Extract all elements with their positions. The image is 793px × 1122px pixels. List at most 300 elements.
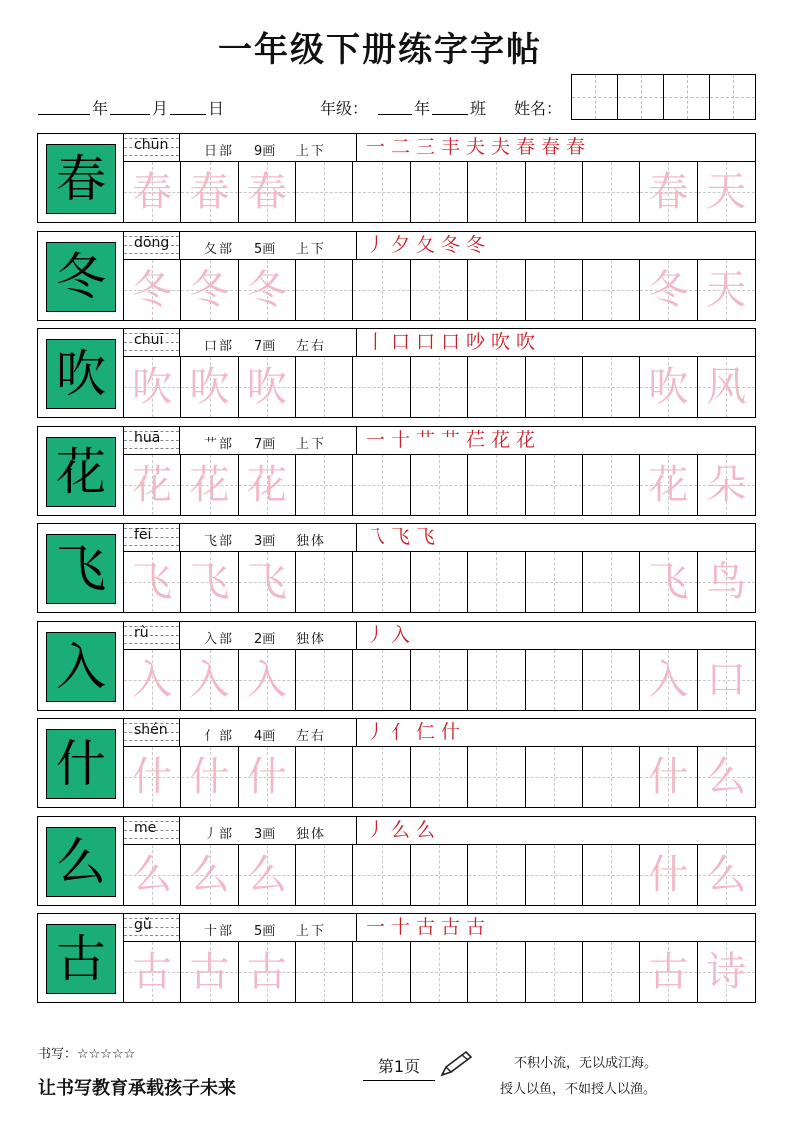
practice-cell[interactable] (526, 650, 583, 710)
pinyin: gǔ (134, 917, 152, 933)
trace-character: 朵 (706, 461, 747, 508)
practice-cell[interactable] (468, 942, 525, 1002)
practice-grid (124, 942, 755, 1002)
practice-cell[interactable] (583, 942, 640, 1002)
stroke-step: 冬 (440, 233, 460, 256)
char-info (124, 329, 356, 357)
practice-cell[interactable] (640, 552, 697, 612)
model-character: 春 (46, 144, 116, 214)
practice-cell[interactable] (698, 942, 755, 1002)
trace-character: 花 (648, 461, 689, 508)
class-label: 班 (470, 99, 487, 118)
stroke-step: 什 (440, 721, 460, 743)
trace-character: 吹 (189, 364, 230, 410)
practice-cell[interactable] (124, 650, 181, 710)
big-char-cell (38, 719, 124, 807)
trace-character: 么 (246, 851, 287, 898)
trace-character: 飞 (132, 559, 173, 605)
practice-cell[interactable] (468, 552, 525, 612)
practice-cell[interactable] (411, 260, 468, 320)
radical: 丿部 (204, 826, 235, 842)
stroke-step: 春 (565, 136, 585, 158)
stroke-step: 春 (515, 136, 535, 158)
practice-cell[interactable] (296, 845, 353, 905)
practice-grid (124, 260, 755, 320)
stroke-step: 亻 (390, 721, 410, 743)
pinyin: me (134, 819, 157, 836)
stroke-step: 一 (365, 136, 385, 158)
stroke-step: 夂 (415, 233, 435, 256)
practice-grid (124, 162, 755, 222)
grade-label: 年级： (320, 99, 369, 118)
pinyin-box (124, 622, 180, 649)
quote-line-1: 不积小流，无以成江海。 (514, 1056, 658, 1071)
structure: 独体 (296, 631, 327, 647)
stroke-count: 5画 (254, 241, 276, 257)
practice-cell[interactable] (239, 942, 296, 1002)
char-info (124, 719, 356, 747)
trace-character: 春 (132, 169, 173, 215)
trace-character: 么 (189, 851, 230, 898)
practice-cell[interactable] (468, 747, 525, 807)
practice-grid (124, 552, 755, 612)
practice-cell[interactable] (411, 455, 468, 515)
big-char-cell (38, 134, 124, 222)
practice-cell[interactable] (583, 357, 640, 417)
stroke-order (356, 232, 755, 260)
model-character: 古 (46, 924, 116, 994)
practice-cell[interactable] (411, 650, 468, 710)
practice-cell[interactable] (698, 845, 755, 905)
practice-cell[interactable] (411, 845, 468, 905)
practice-cell[interactable] (468, 162, 525, 222)
pinyin: chuī (134, 332, 164, 348)
practice-cell[interactable] (124, 747, 181, 807)
trace-character: 鸟 (706, 559, 747, 605)
stroke-step: 丿 (365, 818, 385, 841)
practice-cell[interactable] (583, 162, 640, 222)
practice-cell[interactable] (124, 455, 181, 515)
practice-block (37, 718, 756, 808)
practice-cell[interactable] (239, 260, 296, 320)
name-cell[interactable] (710, 75, 755, 119)
practice-cell[interactable] (698, 552, 755, 612)
trace-character: 冬 (246, 266, 287, 313)
trace-character: 诗 (706, 949, 747, 995)
practice-block (37, 913, 756, 1003)
pinyin-box (124, 329, 180, 356)
trace-character: 飞 (189, 559, 230, 605)
stroke-step: 古 (440, 916, 460, 938)
trace-character: 入 (189, 656, 230, 703)
trace-character: 古 (189, 949, 230, 995)
stroke-step: 口 (390, 331, 410, 353)
stroke-step: 丨 (365, 331, 385, 353)
stroke-step: 飞 (415, 526, 435, 548)
practice-cell[interactable] (239, 747, 296, 807)
stroke-step: 冬 (465, 233, 485, 256)
practice-grid (124, 650, 755, 710)
structure: 上下 (296, 241, 327, 257)
practice-cell[interactable] (583, 455, 640, 515)
month-label: 月 (152, 99, 169, 118)
name-cell[interactable] (572, 75, 618, 119)
practice-cell[interactable] (239, 357, 296, 417)
practice-cell[interactable] (583, 845, 640, 905)
stroke-order (356, 914, 755, 942)
stroke-step: 花 (515, 428, 535, 451)
pinyin-box (124, 232, 180, 259)
stroke-step: 飞 (390, 526, 410, 548)
practice-cell[interactable] (411, 162, 468, 222)
big-char-cell (38, 817, 124, 905)
practice-cell[interactable] (640, 942, 697, 1002)
stroke-step: 丿 (365, 623, 385, 646)
pen-icon (438, 1049, 474, 1079)
trace-character: 花 (132, 461, 173, 508)
trace-character: 花 (246, 461, 287, 508)
trace-character: 古 (246, 949, 287, 995)
practice-cell[interactable] (583, 552, 640, 612)
practice-cell[interactable] (296, 162, 353, 222)
practice-cell[interactable] (583, 260, 640, 320)
page-title: 一年级下册练字字帖 (218, 30, 542, 70)
pinyin: rù (134, 624, 149, 641)
practice-cell[interactable] (411, 552, 468, 612)
stroke-order (356, 427, 755, 455)
pinyin-box (124, 524, 180, 551)
stroke-count: 2画 (254, 631, 276, 647)
month-blank[interactable] (110, 97, 150, 115)
trace-character: 吹 (246, 364, 287, 410)
big-char-cell (38, 914, 124, 1002)
pinyin: dōng (134, 234, 170, 251)
practice-cell[interactable] (353, 552, 410, 612)
stroke-step: 夕 (390, 233, 410, 256)
pinyin: shén (134, 722, 168, 738)
practice-cell[interactable] (353, 162, 410, 222)
practice-cell[interactable] (124, 845, 181, 905)
practice-cell[interactable] (353, 650, 410, 710)
stroke-step: 乁 (365, 526, 385, 548)
radical: 入部 (204, 631, 235, 647)
class-blank[interactable] (432, 97, 468, 115)
practice-cell[interactable] (526, 845, 583, 905)
stroke-step: 二 (390, 136, 410, 158)
page-number: 第1页 (363, 1054, 435, 1081)
radical: 亻部 (204, 729, 235, 744)
stroke-step: 花 (490, 428, 510, 451)
pinyin: huā (134, 429, 161, 446)
practice-cell[interactable] (181, 942, 238, 1002)
practice-cell[interactable] (526, 260, 583, 320)
trace-character: 么 (706, 851, 747, 898)
practice-cell[interactable] (296, 260, 353, 320)
year-label: 年 (92, 99, 109, 118)
structure: 左右 (296, 729, 327, 744)
stroke-step: 么 (415, 818, 435, 841)
practice-cell[interactable] (239, 552, 296, 612)
big-char-cell (38, 329, 124, 417)
practice-cell[interactable] (296, 552, 353, 612)
structure: 左右 (296, 339, 327, 354)
stroke-step: 古 (465, 916, 485, 938)
stroke-order (356, 134, 755, 162)
grade-blank[interactable] (378, 97, 412, 115)
practice-cell[interactable] (640, 357, 697, 417)
practice-cell[interactable] (526, 357, 583, 417)
practice-cell[interactable] (698, 357, 755, 417)
stroke-step: 仁 (415, 721, 435, 743)
big-char-cell (38, 524, 124, 612)
stroke-order (356, 622, 755, 650)
practice-cell[interactable] (640, 162, 697, 222)
trace-character: 吹 (648, 364, 689, 410)
practice-cell[interactable] (124, 162, 181, 222)
quote-line-2: 授人以鱼，不如授人以渔。 (500, 1082, 657, 1097)
practice-cell[interactable] (468, 650, 525, 710)
structure: 上下 (296, 144, 327, 159)
practice-grid (124, 845, 755, 905)
practice-cell[interactable] (526, 552, 583, 612)
name-cell[interactable] (664, 75, 710, 119)
practice-grid (124, 747, 755, 807)
model-character: 入 (46, 632, 116, 702)
trace-character: 飞 (246, 559, 287, 605)
practice-cell[interactable] (640, 845, 697, 905)
stroke-step: 口 (440, 331, 460, 353)
practice-cell[interactable] (468, 357, 525, 417)
stroke-step: 吹 (490, 331, 510, 353)
pinyin-box (124, 817, 180, 844)
practice-block (37, 523, 756, 613)
practice-cell[interactable] (526, 162, 583, 222)
char-info (124, 232, 356, 260)
practice-cell[interactable] (468, 845, 525, 905)
trace-character: 入 (648, 656, 689, 703)
big-char-cell (38, 622, 124, 710)
pinyin-box (124, 914, 180, 941)
stroke-order (356, 817, 755, 845)
radical: 十部 (204, 924, 235, 939)
practice-cell[interactable] (698, 260, 755, 320)
practice-cell[interactable] (239, 650, 296, 710)
practice-cell[interactable] (124, 552, 181, 612)
practice-block (37, 328, 756, 418)
stroke-step: 吵 (465, 331, 485, 353)
practice-cell[interactable] (353, 942, 410, 1002)
name-cell[interactable] (618, 75, 664, 119)
trace-character: 春 (189, 169, 230, 215)
practice-cell[interactable] (698, 162, 755, 222)
radical: 夂部 (204, 241, 235, 257)
practice-cell[interactable] (640, 260, 697, 320)
trace-character: 古 (648, 949, 689, 995)
practice-cell[interactable] (181, 747, 238, 807)
structure: 上下 (296, 924, 327, 939)
trace-character: 口 (706, 656, 747, 703)
trace-character: 花 (189, 461, 230, 508)
practice-cell[interactable] (583, 747, 640, 807)
stroke-step: 艹 (440, 428, 460, 451)
trace-character: 风 (706, 364, 747, 410)
practice-cell[interactable] (468, 455, 525, 515)
practice-cell[interactable] (411, 942, 468, 1002)
practice-cell[interactable] (698, 650, 755, 710)
rating-text: 书写：☆☆☆☆☆ (38, 1047, 136, 1062)
practice-cell[interactable] (181, 845, 238, 905)
stroke-step: 丰 (440, 136, 460, 158)
practice-cell[interactable] (353, 260, 410, 320)
practice-cell[interactable] (353, 455, 410, 515)
practice-cell[interactable] (698, 455, 755, 515)
name-label: 姓名： (514, 99, 563, 118)
trace-character: 入 (246, 656, 287, 703)
practice-cell[interactable] (411, 747, 468, 807)
stroke-step: 十 (390, 916, 410, 938)
char-info (124, 134, 356, 162)
stroke-step: 一 (365, 428, 385, 451)
practice-cell[interactable] (181, 260, 238, 320)
practice-cell[interactable] (124, 942, 181, 1002)
trace-character: 飞 (648, 559, 689, 605)
big-char-cell (38, 427, 124, 515)
stroke-step: 么 (390, 818, 410, 841)
practice-cell[interactable] (124, 357, 181, 417)
pinyin-box (124, 134, 180, 161)
pinyin-box (124, 427, 180, 454)
trace-character: 冬 (189, 266, 230, 313)
practice-block (37, 426, 756, 516)
practice-cell[interactable] (411, 357, 468, 417)
stroke-count: 3画 (254, 826, 276, 842)
practice-cell[interactable] (640, 455, 697, 515)
practice-block (37, 231, 756, 321)
practice-cell[interactable] (583, 650, 640, 710)
stroke-step: 春 (540, 136, 560, 158)
model-character: 么 (46, 827, 116, 897)
model-character: 花 (46, 437, 116, 507)
radical: 口部 (204, 339, 235, 354)
stroke-count: 9画 (254, 144, 276, 159)
practice-cell[interactable] (296, 357, 353, 417)
stroke-count: 3画 (254, 534, 276, 549)
practice-cell[interactable] (526, 455, 583, 515)
practice-cell[interactable] (640, 650, 697, 710)
stroke-step: 入 (390, 623, 410, 646)
stroke-order (356, 329, 755, 357)
trace-character: 什 (648, 754, 689, 800)
practice-cell[interactable] (296, 455, 353, 515)
practice-block (37, 816, 756, 906)
stroke-count: 7画 (254, 339, 276, 354)
practice-cell[interactable] (124, 260, 181, 320)
practice-cell[interactable] (353, 357, 410, 417)
trace-character: 什 (189, 754, 230, 800)
practice-cell[interactable] (181, 650, 238, 710)
stroke-count: 5画 (254, 924, 276, 939)
trace-character: 入 (132, 656, 173, 703)
practice-cell[interactable] (526, 942, 583, 1002)
practice-cell[interactable] (640, 747, 697, 807)
trace-character: 吹 (132, 364, 173, 410)
char-info (124, 817, 356, 845)
trace-character: 么 (132, 851, 173, 898)
practice-cell[interactable] (239, 162, 296, 222)
trace-character: 冬 (132, 266, 173, 313)
stroke-step: 三 (415, 136, 435, 158)
char-info (124, 524, 356, 552)
practice-cell[interactable] (181, 552, 238, 612)
trace-character: 么 (706, 754, 747, 800)
pinyin-box (124, 719, 180, 746)
trace-character: 什 (648, 851, 689, 898)
stroke-step: 艹 (415, 428, 435, 451)
practice-cell[interactable] (353, 845, 410, 905)
practice-cell[interactable] (181, 357, 238, 417)
char-info (124, 622, 356, 650)
stroke-step: 一 (365, 916, 385, 938)
slogan: 让书写教育承载孩子未来 (38, 1078, 236, 1099)
practice-grid (124, 357, 755, 417)
model-character: 吹 (46, 339, 116, 409)
practice-grid (124, 455, 755, 515)
trace-character: 天 (706, 266, 747, 313)
stroke-step: 夫 (465, 136, 485, 158)
practice-cell[interactable] (239, 845, 296, 905)
stroke-step: 丿 (365, 233, 385, 256)
trace-character: 春 (648, 169, 689, 215)
radical: 艹部 (204, 436, 235, 452)
radical: 日部 (204, 144, 235, 159)
day-blank[interactable] (170, 97, 206, 115)
stroke-step: 古 (415, 916, 435, 938)
trace-character: 古 (132, 949, 173, 995)
practice-cell[interactable] (296, 747, 353, 807)
stroke-order (356, 524, 755, 552)
structure: 独体 (296, 534, 327, 549)
practice-cell[interactable] (526, 747, 583, 807)
practice-block (37, 133, 756, 223)
practice-cell[interactable] (296, 942, 353, 1002)
stroke-step: 十 (390, 428, 410, 451)
year-blank[interactable] (38, 97, 90, 115)
stroke-step: 吹 (515, 331, 535, 353)
practice-cell[interactable] (239, 455, 296, 515)
char-info (124, 427, 356, 455)
practice-cell[interactable] (698, 747, 755, 807)
practice-cell[interactable] (468, 260, 525, 320)
practice-cell[interactable] (353, 747, 410, 807)
stroke-step: 口 (415, 331, 435, 353)
model-character: 飞 (46, 534, 116, 604)
day-label: 日 (208, 99, 225, 118)
structure: 独体 (296, 826, 327, 842)
trace-character: 天 (706, 169, 747, 215)
radical: 飞部 (204, 534, 235, 549)
pinyin: fēi (134, 527, 152, 543)
name-writing-box[interactable] (571, 74, 756, 120)
stroke-count: 4画 (254, 729, 276, 744)
practice-cell[interactable] (296, 650, 353, 710)
practice-cell[interactable] (181, 162, 238, 222)
stroke-step: 芢 (465, 428, 485, 451)
big-char-cell (38, 232, 124, 320)
trace-character: 冬 (648, 266, 689, 313)
trace-character: 什 (246, 754, 287, 800)
trace-character: 什 (132, 754, 173, 800)
practice-cell[interactable] (181, 455, 238, 515)
